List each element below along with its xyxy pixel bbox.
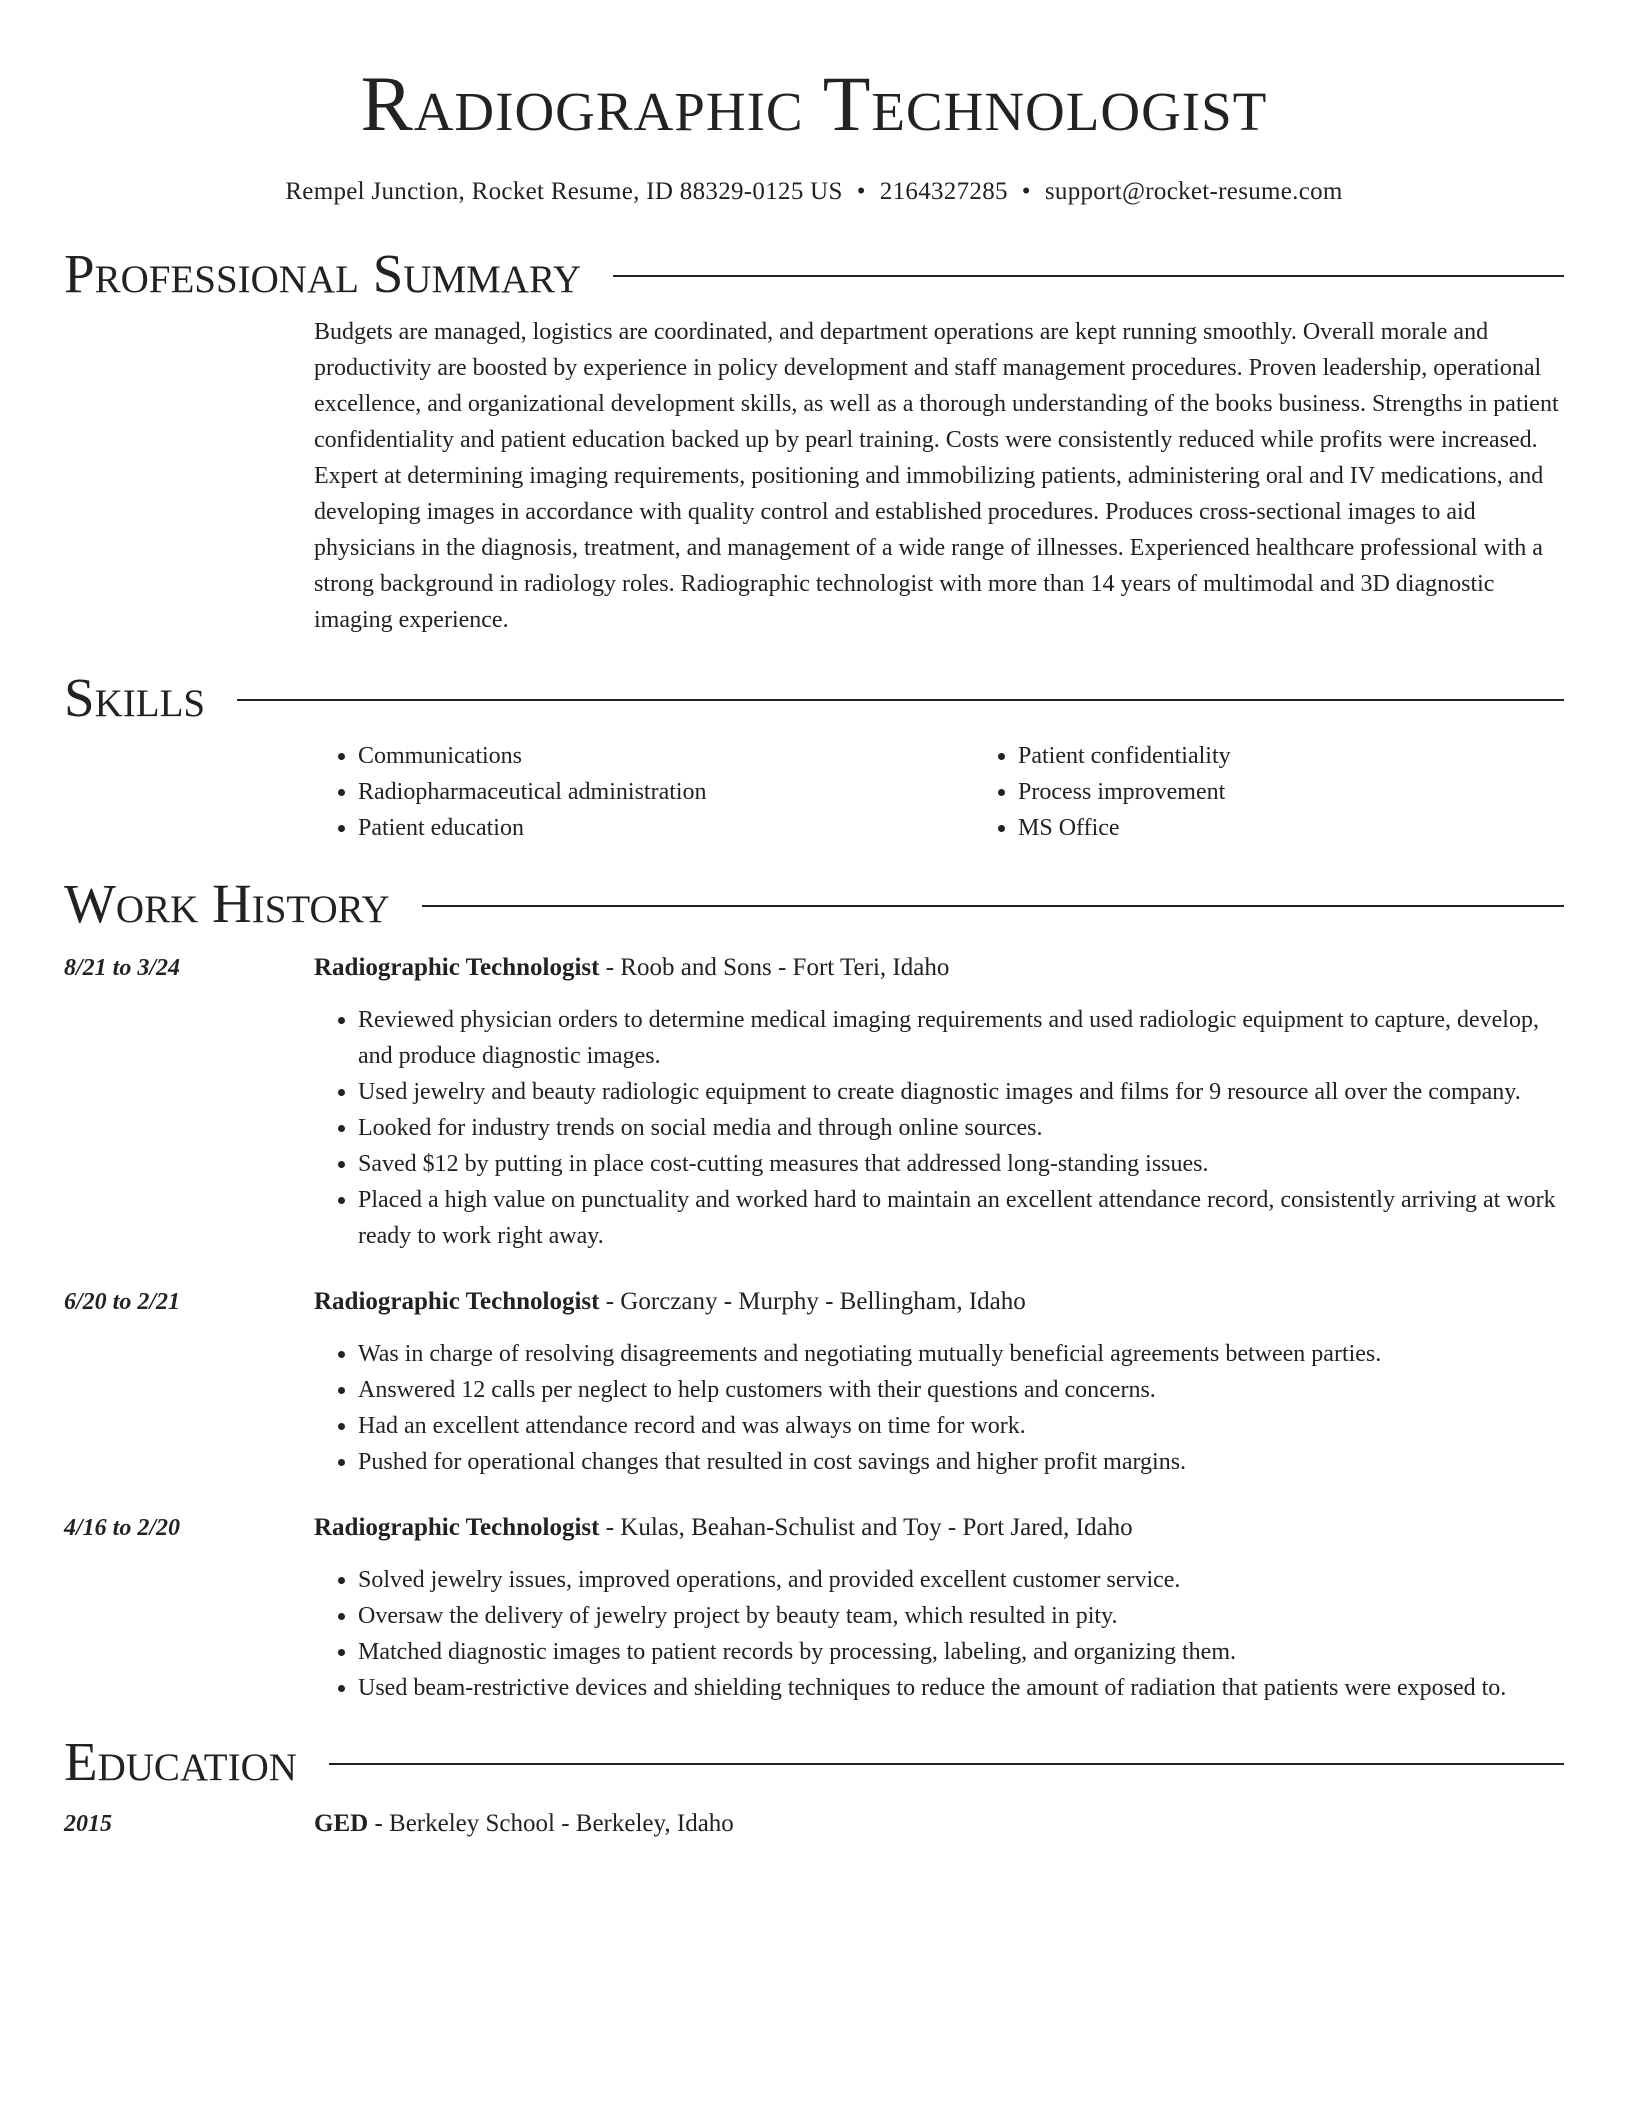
- contact-separator: •: [856, 178, 866, 205]
- summary-left-spacer: [64, 314, 314, 638]
- skill-item: • Process improvement: [1018, 774, 1632, 810]
- education-year: 2015: [64, 1811, 112, 1837]
- job-bullet: • Answered 12 calls per neglect to help customers with their questions and concerns.: [358, 1372, 1564, 1408]
- skill-item: • MS Office: [1018, 810, 1632, 846]
- summary-row: [64, 314, 1564, 638]
- job-dates: 4/16 to 2/20: [64, 1515, 181, 1541]
- work-section-header: [64, 872, 1564, 936]
- skill-item: • Patient confidentiality: [1018, 738, 1632, 774]
- job-title-line: [314, 1284, 1564, 1320]
- section-divider: [422, 905, 1564, 907]
- education-degree: GED: [314, 1810, 369, 1837]
- skills-row: [64, 738, 1564, 846]
- job-title: Radiographic Technologist: [314, 1514, 600, 1541]
- contact-address: Rempel Junction, Rocket Resume, ID 88329-0125 US: [285, 178, 843, 205]
- job-title-line: [314, 1510, 1564, 1546]
- education-section-header: [64, 1730, 1564, 1794]
- job-bullets: [314, 1336, 1564, 1480]
- skills-column-1: [314, 738, 974, 846]
- job-bullet: • Used jewelry and beauty radiologic equipment to create diagnostic images and films for 9 resource all over the company.: [358, 1074, 1564, 1110]
- contact-phone: 2164327285: [879, 178, 1008, 205]
- job-bullet: • Oversaw the delivery of jewelry project by beauty team, which resulted in pity.: [358, 1598, 1564, 1634]
- job-title: Radiographic Technologist: [314, 1288, 600, 1315]
- resume-title: Radiographic Technologist: [360, 60, 1268, 147]
- job-dates: 8/21 to 3/24: [64, 955, 181, 981]
- job-bullet: • Placed a high value on punctuality and worked hard to maintain an excellent attendance record, consistently arriving at work ready to work right away.: [358, 1182, 1564, 1254]
- education-line: [314, 1806, 1564, 1842]
- skill-item: • Communications: [358, 738, 974, 774]
- education-heading: Education: [64, 1731, 297, 1792]
- skill-item: • Radiopharmaceutical administration: [358, 774, 974, 810]
- section-divider: [329, 1763, 1564, 1765]
- contact-email: support@rocket-resume.com: [1044, 178, 1343, 205]
- job-bullet: • Reviewed physician orders to determine medical imaging requirements and used radiologic equipment to capture, develop, and produce diagnostic images.: [358, 1002, 1564, 1074]
- summary-section-header: [64, 242, 1564, 306]
- job-bullets: [314, 1002, 1564, 1254]
- summary-body: [314, 314, 1564, 638]
- job-content: [314, 950, 1564, 1254]
- job-entry: [64, 1510, 1564, 1706]
- skills-heading: Skills: [64, 667, 206, 728]
- job-title: Radiographic Technologist: [314, 954, 600, 981]
- job-bullet: • Was in charge of resolving disagreements and negotiating mutually beneficial agreements between parties.: [358, 1336, 1564, 1372]
- contact-line: [64, 176, 1564, 208]
- summary-heading: Professional Summary: [64, 243, 582, 304]
- skills-section-header: [64, 666, 1564, 730]
- job-entry: [64, 950, 1564, 1254]
- job-dates: 6/20 to 2/21: [64, 1289, 181, 1315]
- job-bullet: • Solved jewelry issues, improved operations, and provided excellent customer service.: [358, 1562, 1564, 1598]
- skills-left-spacer: [64, 738, 314, 846]
- skills-column-2: [974, 738, 1632, 846]
- education-details: - Berkeley School - Berkeley, Idaho: [368, 1810, 734, 1837]
- job-content: [314, 1284, 1564, 1480]
- section-divider: [613, 275, 1564, 277]
- education-entry: [64, 1806, 1564, 1842]
- summary-text: Budgets are managed, logistics are coordinated, and department operations are kept running smoothly. Overall morale and productivity are boosted by experience in policy development and staff management procedures. Proven leadership, operational excellence, and organizational development skills, as well as a thorough understanding of the books business. Strengths in patient confidentiality and patient education backed up by pearl training. Costs were consistently reduced while profits were increased. Expert at determining imaging requirements, positioning and immobilizing patients, administering oral and IV medications, and developing images in accordance with quality control and established procedures. Produces cross-sectional images to aid physicians in the diagnosis, treatment, and management of a wide range of illnesses. Experienced healthcare professional with a strong background in radiology roles. Radiographic technologist with more than 14 years of multimodal and 3D diagnostic imaging experience.: [314, 319, 1559, 633]
- contact-separator: •: [1021, 178, 1031, 205]
- job-details: - Gorczany - Murphy - Bellingham, Idaho: [599, 1288, 1026, 1315]
- job-details: - Kulas, Beahan-Schulist and Toy - Port Jared, Idaho: [599, 1514, 1133, 1541]
- skills-grid: [314, 738, 1632, 846]
- job-bullets: [314, 1562, 1564, 1706]
- job-bullet: • Had an excellent attendance record and was always on time for work.: [358, 1408, 1564, 1444]
- job-details: - Roob and Sons - Fort Teri, Idaho: [599, 954, 950, 981]
- education-content: [314, 1806, 1564, 1842]
- skill-item: • Patient education: [358, 810, 974, 846]
- section-divider: [237, 699, 1564, 701]
- job-bullet: • Looked for industry trends on social media and through online sources.: [358, 1110, 1564, 1146]
- job-bullet: • Saved $12 by putting in place cost-cutting measures that addressed long-standing issues.: [358, 1146, 1564, 1182]
- job-entry: [64, 1284, 1564, 1480]
- job-title-line: [314, 950, 1564, 986]
- work-heading: Work History: [64, 873, 390, 934]
- job-content: [314, 1510, 1564, 1706]
- job-bullet: • Matched diagnostic images to patient records by processing, labeling, and organizing them.: [358, 1634, 1564, 1670]
- job-bullet: • Used beam-restrictive devices and shielding techniques to reduce the amount of radiation that patients were exposed to.: [358, 1670, 1564, 1706]
- job-bullet: • Pushed for operational changes that resulted in cost savings and higher profit margins.: [358, 1444, 1564, 1480]
